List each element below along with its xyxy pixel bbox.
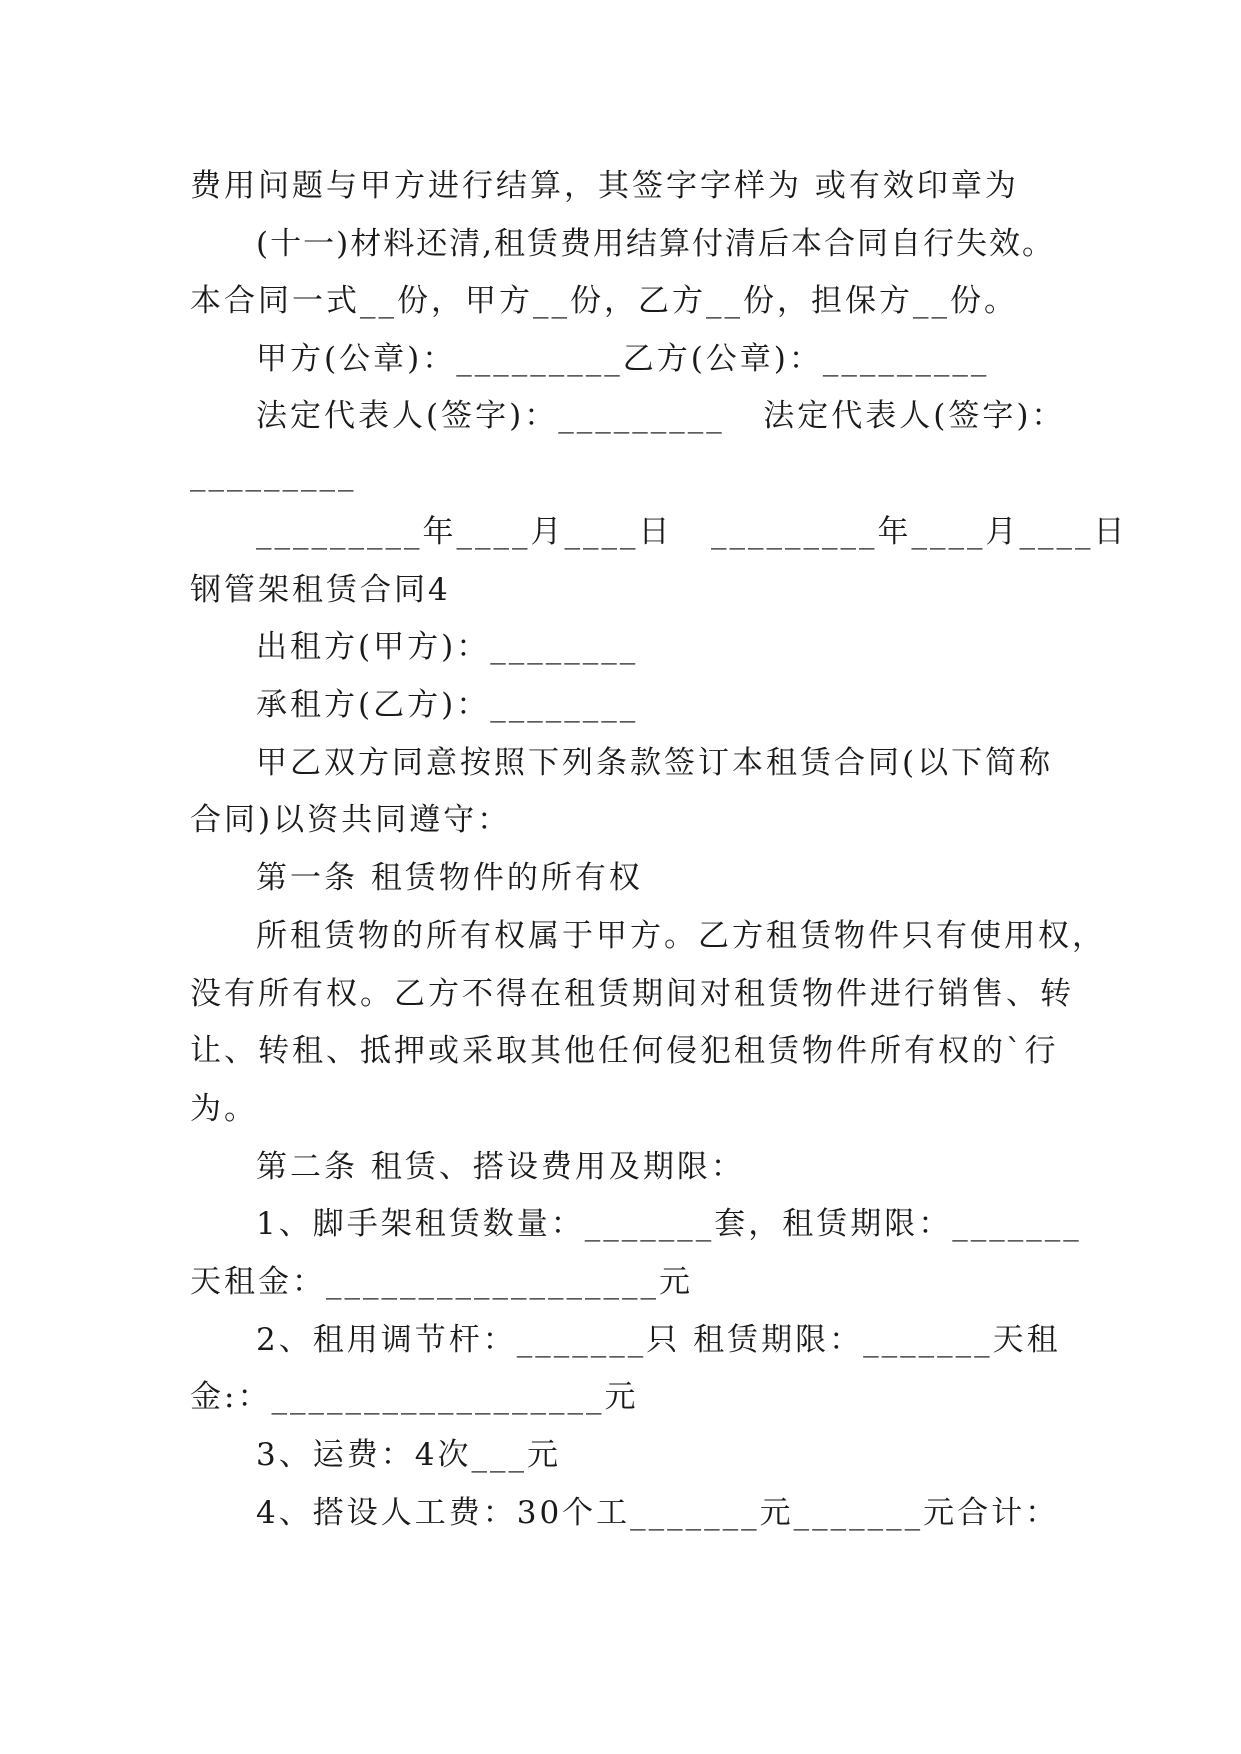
article-heading: 第一条 租赁物件的所有权 <box>256 860 643 896</box>
lessor-line: 出租方(甲方)：________ <box>256 629 639 665</box>
article-heading: 第二条 租赁、搭设费用及期限： <box>256 1149 745 1185</box>
text-line: 为。 <box>190 1091 258 1127</box>
list-item: 2、租用调节杆：_______只 租赁期限：_______天租 <box>256 1322 1061 1358</box>
signature-line-seal: 甲方(公章)：_________乙方(公章)：_________ <box>256 341 990 377</box>
text-line: 本合同一式__份，甲方__份，乙方__份，担保方__份。 <box>190 283 1018 319</box>
text-line: 金:：__________________元 <box>190 1379 639 1415</box>
text-line: 甲乙双方同意按照下列条款签订本租赁合同(以下简称 <box>256 745 1054 781</box>
text-line: 合同)以资共同遵守： <box>190 802 512 838</box>
text-line: 让、转租、抵押或采取其他任何侵犯租赁物件所有权的`行 <box>190 1033 1059 1069</box>
text-line: 费用问题与甲方进行结算，其签字字样为 或有效印章为 <box>190 168 1019 204</box>
date-line: _________年____月____日 _________年____月____日 <box>256 514 1128 550</box>
lessee-line: 承租方(乙方)：________ <box>256 687 639 723</box>
list-item: 1、脚手架租赁数量：_______套，租赁期限：_______ <box>256 1206 1082 1242</box>
text-line: 没有所有权。乙方不得在租赁期间对租赁物件进行销售、转 <box>190 976 1074 1012</box>
list-item: 3、运费：4次___元 <box>256 1437 561 1473</box>
text-line: 所租赁物的所有权属于甲方。乙方租赁物件只有使用权， <box>256 918 1106 954</box>
text-line: (十一)材料还清,租赁费用结算付清后本合同自行失效。 <box>256 226 1056 262</box>
section-title: 钢管架租赁合同4 <box>190 572 451 608</box>
list-item: 4、搭设人工费：30个工_______元_______元合计： <box>256 1495 1060 1531</box>
text-line: 天租金：__________________元 <box>190 1264 693 1300</box>
signature-line-representative: 法定代表人(签字)：_________ 法定代表人(签字)： <box>256 398 1066 434</box>
signature-blank: _________ <box>190 456 357 492</box>
